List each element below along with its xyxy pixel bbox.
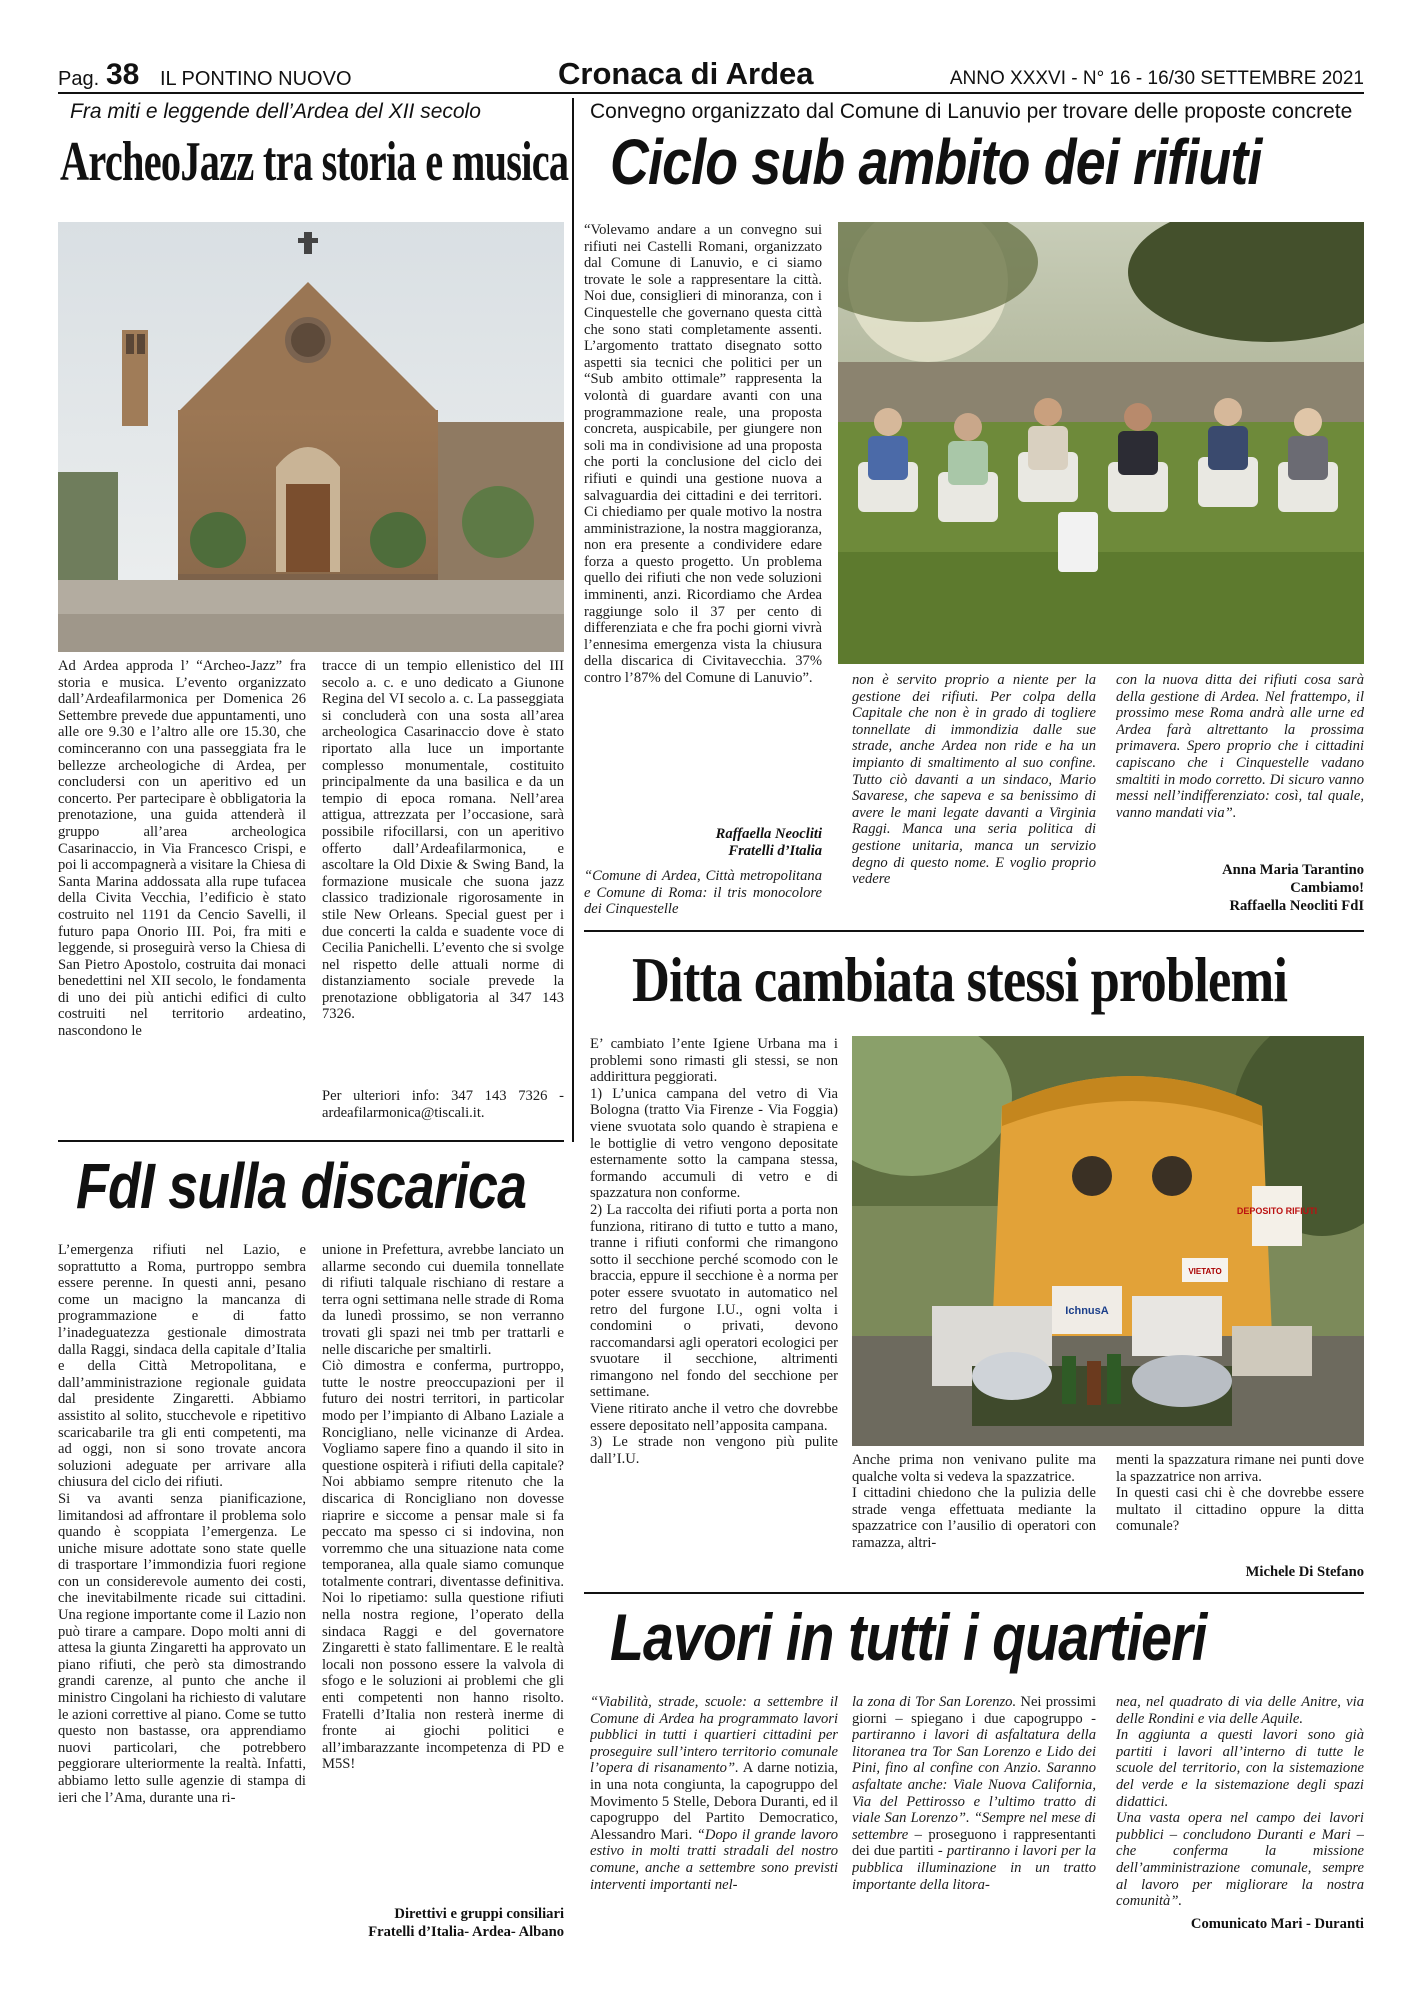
ciclo-column-1: “Volevamo andare a un convegno sui rifiuti nei Castelli Romani, organizzato dal Comune di Lanuvio, e ci siamo trovate le sole a rappresentare la città. Noi due, consiglieri di minoranza, con i Cinquestelle che governano questa città che sono stati completamente assenti. L’argomento trattato disegnato sotto aspetti sia tecnici che politici per un “Sub ambito ottimale” rappresenta la volontà di guardare avanti con una programmazione reale, una proposta concreta, auspicabile, per giungere non soli ma in condivisione ad una proposta che porti la conclusione del ciclo dei rifiuti e quindi una gestione nuova a salvaguardia dei cittadini e dei territori. Ci chiediamo per quale motivo la nostra amministrazione, la nostra maggioranza, non era presente a condividere edare forza a questo progetto. Un problema quello dei rifiuti che non vede soluzioni imminenti, anzi. Ricordiamo che Ardea raggiunge solo il 37 per cento di differenziata e che fra pochi giorni vivrà l’ennesima emergenza vista la chiusura della discarica di Civitavecchia. 37% contro l’87% del Comune di Lanuvio”. [584, 222, 822, 687]
lavori-col2-italic4: partiranno i lavori per la pubblica illuminazione in un tratto importante della litora- [852, 1843, 1096, 1893]
fdl-signature-line1: Direttivi e gruppi consiliari [394, 1906, 564, 1922]
ciclo-signature-1-name: Raffaella Neocliti [715, 826, 822, 842]
ciclo-column-2: non è servito proprio a niente per la gestione dei rifiuti. Per colpa della Capitale che non è in grado di togliere tonnellate di immondizia dalle sue strade, anche Ardea non ride e ha un impianto di smaltimento al suo confine. Tutto ciò davanti a un sindaco, Mario Savarese, che sapeva e sa benissimo di avere le mani legate davanti a Virginia Raggi. Manca una seria politica di gestione unitaria, manca un servizio degno di questo nome. E voglio proprio vedere [852, 672, 1096, 888]
meeting-photo [838, 222, 1364, 664]
archeojazz-headline: ArcheoJazz tra storia e musica [60, 131, 569, 193]
ciclo-column-3: con la nuova ditta dei rifiuti cosa sarà della gestione di Ardea. Nel frattempo, il prossimo mese Roma andrà alle urne ed Ardea farà altrettanto la prossima primavera. Spero proprio che i cittadini capiscano che i Cinquestelle vadano smaltiti in modo corretto. Di sicuro vanno messi nell’indifferenziato: così, tal quale, vanno mandati via”. [1116, 672, 1364, 821]
beer-box-text: IchnusA [1065, 1305, 1109, 1317]
ciclo-signature-2-line1: Anna Maria Tarantino [1222, 862, 1364, 878]
header-rule [58, 92, 1364, 94]
ciclo-column-1b: “Comune di Ardea, Città metropolitana e Comune di Roma: il tris monocolore dei Cinquestelle [584, 868, 822, 918]
ciclo-kicker: Convegno organizzato dal Comune di Lanuvio per trovare delle proposte concrete [590, 100, 1353, 123]
fdl-column-2: unione in Prefettura, avrebbe lanciato un allarme secondo cui duemila tonnellate di rifiuti talquale rischiano di restare a terra ogni settimana nelle strade di Roma da lunedì prossimo, se non verranno trovati gli spazi nei tmb per trattarli e nelle discariche per smaltirli. Ciò dimostra e conferma, purtroppo, tutte le nostre preoccupazioni per il futuro dei nostri territori, in particolar modo per l’impianto di Albano Laziale a Roncigliano, nelle vicinanze di Ardea. Vogliamo sapere fino a quando il sito in questione ospiterà i rifiuti della capitale? Noi abbiamo sempre ritenuto che la discarica di Roncigliano non dovesse riaprire e siccome a pensar male si fa peccato ma spesso ci si indovina, non vorremmo che una situazione nata come temporanea, alla quale siamo comunque totalmente contrari, diventasse definitiva. Noi lo ripetiamo: sulla questione rifiuti nella nostra regione, l’operato della sindaca Raggi e del governatore Zingaretti è stato fallimentare. E le realtà locali non possono essere la valvola di sfogo e le soluzioni ai problemi che gli enti competenti non hanno risolto. Fratelli d’Italia non resterà inerme di fronte ai giochi politici e all’imbarazzante incompetenza di PD e M5S! [322, 1242, 564, 1773]
lavori-col1-italic2: “Dopo il grande lavoro estivo in molti tratti stradali del nostro comune, anche a settembre sono previsti interventi importanti nel- [590, 1826, 838, 1893]
lavori-col1-normal: A darne notizia, in una nota congiunta, la capogruppo del Movimento 5 Stelle, Debora Duranti, ed il capogruppo del Partito Democratico, Alessandro Mari. [590, 1760, 838, 1843]
newspaper-name: IL PONTINO NUOVO [160, 68, 352, 90]
ciclo-signature-1-party: Fratelli d’Italia [728, 843, 822, 859]
lavori-col2-italic3: “Sempre nel mese di settembre – [852, 1810, 1096, 1843]
fdl-headline: FdI sulla discarica [76, 1150, 527, 1222]
archeojazz-column-1: Ad Ardea approda l’ “Archeo-Jazz” fra storia e musica. L’evento organizzato dall’Ardeafilarmonica per Domenica 26 Settembre prevede due appuntamenti, uno alle ore 9.30 e l’altro alle ore 15.30, che cominceranno con una passeggiata fra le bellezze archeologiche di Ardea, per concludersi con un aperitivo ed un concerto. Per partecipare è obbligatoria la prenotazione, una guida attenderà il gruppo all’area archeologica Casarinaccio, in Via Francesco Crispi, e poi li accompagnerà a visitare la Chiesa di Santa Marina addossata alla rupe tufacea della Civita Vecchia, l’edificio è stato costruito nel 1191 da Cencio Savelli, il futuro papa Onorio III. Poi, fra miti e leggende, si proseguirà verso la Chiesa di San Pietro Apostolo, costruita dai monaci benedettini nel XII secolo, le fondamenta di uno dei più antichi edifici di culto costruiti nel territorio ardeatino, nascondono le [58, 658, 306, 1040]
lavori-col2-normal: Nei prossimi giorni – spiegano i due capogruppo - [852, 1694, 1096, 1727]
lavori-col2-italic: la zona di Tor San Lorenzo. [852, 1694, 1017, 1710]
page-label: Pag. [58, 68, 100, 90]
fdl-signature-line2: Fratelli d’Italia- Ardea- Albano [368, 1924, 564, 1940]
ciclo-signature-2-line3: Raffaella Neocliti FdI [1229, 898, 1364, 914]
left-section-rule [58, 1140, 564, 1142]
page-header [58, 58, 1364, 92]
ditta-column-1: E’ cambiato l’ente Igiene Urbana ma i problemi sono rimasti gli stessi, se non addirittura peggiorati. 1) L’unica campana del vetro di Via Bologna (tratto Via Firenze - Via Foggia) viene svuotata solo quando è strapiena e le bottiglie di vetro vengono depositate esternamente sotto la campana stessa, formando accumuli di vetro e di spazzatura non conforme. 2) La raccolta dei rifiuti porta a porta non funziona, ritirano di tutto e tutto a mano, tranne i rifiuti conformi che rimangono sotto il secchione perché scomodo con le braccia, eppure il secchione è a norma per poter essere svuotato in automatico nel retro del furgone I.U., ogni volta i condomini o privati, devono raccomandarsi agli operatori ecologici per svuotare il secchione, altrimenti rimangono nel fondo del secchione per settimane. Viene ritirato anche il vetro che dovrebbe essere depositato nell’apposita campana. 3) Le strade non vengono più pulite dall’I.U. [590, 1036, 838, 1467]
ditta-column-2: Anche prima non venivano pulite ma qualche volta si vedeva la spazzatrice. I cittadini chiedono che la pulizia delle strade venga effettuata mediante la spazzatrice con l’ausilio di operatori con ramazza, altri- [852, 1452, 1096, 1551]
archeojazz-kicker: Fra miti e leggende dell’Ardea del XII secolo [70, 100, 481, 123]
glass-bin-photo [852, 1036, 1364, 1446]
lavori-headline: Lavori in tutti i quartieri [610, 1600, 1207, 1674]
church-illustration [58, 222, 564, 652]
glass-bin-illustration [852, 1036, 1364, 1446]
ciclo-signature-2-line2: Cambiamo! [1290, 880, 1364, 896]
bin-sign-text: DEPOSITO RIFIUTI [1236, 1206, 1318, 1216]
ditta-signature: Michele Di Stefano [1245, 1564, 1364, 1580]
fdl-column-1: L’emergenza rifiuti nel Lazio, e soprattutto a Roma, purtroppo sembra essere perenne. In questi anni, pesano come un macigno la mancanza di programmazione e di fatto l’inadeguatezza gestionale dimostrata dalla Raggi, sindaca della capitale d’Italia e della Città Metropolitana, e dall’amministrazione regionale guidata dal presidente Zingaretti. Abbiamo assistito al solito, stucchevole e ripetitivo scaricabarile tra gli enti competenti, ma ad oggi, non si sono trovate ancora soluzioni adeguate per arrivare alla chiusura del ciclo dei rifiuti. Si va avanti senza pianificazione, limitandosi ad affrontare il problema solo quando è scoppiata l’emergenza. Le uniche misure adottate sono state quelle di trasportare l’immondizia fuori regione con un considerevole aumento dei costi, che inevitabilmente ricade sui cittadini. Una regione importante come il Lazio non può tirare a campare. Dopo molti anni di attesa la giunta Zingaretti ha approvato un piano rifiuti, che però sta dimostrando grandi carenze, al punto che anche il ministro Cingolani ha richiesto di valutare le azioni correttive al piano. Come se tutto questo non bastasse, ora apprendiamo nuovi particolari, che potrebbero peggiorare ulteriormente la realtà. Infatti, abbiamo letto sulle agenzie di stampa di ieri che l’Ama, durante una ri- [58, 1242, 306, 1806]
archeojazz-column-2: tracce di un tempio ellenistico del III secolo a. c. e uno dedicato a Giunone Regina del VI secolo a. c. La passeggiata si concluderà con una sosta all’area archeologica Casarinaccio dove è stato riportato alla luce un importante complesso monumentale, costituito principalmente da una basilica e da un tempio di epoca romana. Nell’area attigua, attrezzata per l’occasione, sarà possibile rifocillarsi, con un aperitivo offerto dall’Ardeafilarmonica, e ascoltare la Old Dixie & Swing Band, la formazione musicale che suona jazz classico tradizionale rigorosamente in stile New Orleans. Special guest per i due concerti la calda e suadente voce di Cecilia Panichelli. L’evento che si svolge nel rispetto delle attuali norme di distanziamento sociale prevede la prenotazione obbligatoria al 347 143 7326. [322, 658, 564, 1023]
page-number: 38 [106, 58, 140, 91]
ciclo-headline: Ciclo sub ambito dei rifiuti [610, 126, 1262, 198]
ditta-headline: Ditta cambiata stessi problemi [632, 944, 1288, 1015]
ditta-column-3: menti la spazzatura rimane nei punti dove la spazzatrice non arriva. In questi casi chi è che dovrebbe essere multato il cittadino oppure la ditta comunale? [1116, 1452, 1364, 1535]
right-top-rule [584, 930, 1364, 932]
lavori-signature: Comunicato Mari - Duranti [1190, 1916, 1364, 1932]
lavori-column-2 [852, 1694, 1096, 1944]
meeting-illustration [838, 222, 1364, 664]
issue-info: ANNO XXXVI - N° 16 - 16/30 SETTEMBRE 2021 [949, 68, 1364, 89]
lavori-column-1 [590, 1694, 838, 1944]
church-photo [58, 222, 564, 652]
lavori-column-3: nea, nel quadrato di via delle Anitre, via delle Rondini e via delle Aquile. In aggiunta a questi lavori sono già partiti i lavori all’interno di tutte le scuole del territorio, con la sistemazione del verde e la sistemazione degli spazi didattici. Una vasta opera nel campo dei lavori pubblici – concludono Duranti e Mari – che conferma la missione dell’amministrazione comunale, sempre al lavoro per migliorare la nostra comunità”. [1116, 1694, 1364, 1910]
bin-notice-text: VIETATO [1188, 1267, 1222, 1276]
lavori-col1-italic: “Viabilità, strade, scuole: a settembre il Comune di Ardea ha programmato lavori pubblici in tutti i quartieri cittadini per proseguire sull’intero territorio comunale l’opera di risanamento”. [590, 1694, 838, 1777]
lavori-col2-italic2: partiranno i lavori di asfaltatura della litoranea tra Tor San Lorenzo e Lido dei Pini, fino al confine con Anzio. Saranno asfaltate anche: Viale Nuova California, Via del Pettirosso e l’ultimo tratto di viale San Lorenzo”. [852, 1727, 1096, 1827]
column-divider [572, 98, 574, 1142]
archeojazz-info: Per ulteriori info: 347 143 7326 - ardeafilarmonica@tiscali.it. [322, 1088, 564, 1121]
lavori-col2-normal2: proseguono i rappresentanti dei due partiti - [852, 1826, 1096, 1860]
section-title: Cronaca di Ardea [558, 56, 814, 91]
right-bottom-rule [584, 1592, 1364, 1594]
